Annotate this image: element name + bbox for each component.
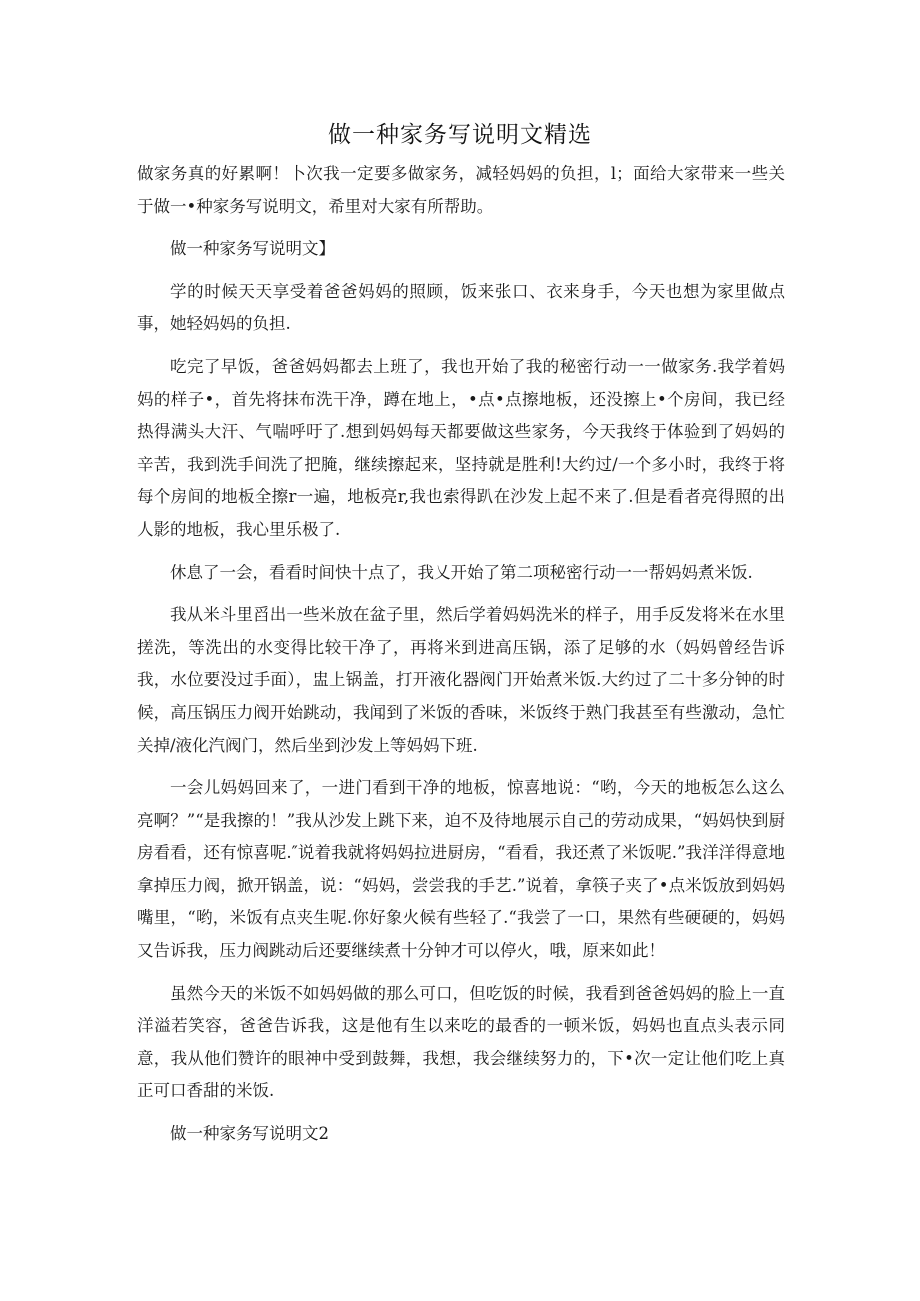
body-paragraph: 虽然今天的米饭不如妈妈做的那么可口，但吃饭的时候，我看到爸爸妈妈的脸上一直洋溢若笑容，爸爸告诉我，这是他有生以来吃的最香的一顿米饭，妈妈也直点头表示同意，我从他们赞许的眼神中受到鼓舞，我想，我会继续努力的，下•次一定让他们吃上真正可口香甜的米饭. bbox=[137, 983, 785, 1101]
document-title: 做一种家务写说明文精选 bbox=[328, 122, 592, 148]
body-paragraph: 休息了一会，看看时间快十点了，我乂开始了第二项秘密行动一一帮妈妈煮米饭. bbox=[170, 562, 753, 582]
section-heading-2: 做一种家务写说明文2 bbox=[170, 1124, 329, 1144]
body-paragraph: 吃完了早饭，爸爸妈妈都去上班了，我也开始了我的秘密行动一一做家务.我学着妈妈的样子•，首先将抹布洗干净，蹲在地上，•点•点擦地板，还没擦上•个房间，我已经热得满头大汗、气喘呼吁了.想到妈妈每天都要做这些家务，今天我终于体验到了妈妈的辛苦，我到洗手间洗了把腌，继续擦起来，坚持就是胜利!大约过/一个多小时，我终于将每个房间的地板全擦r一遍，地板亮r,我也索得趴在沙发上起不来了.但是看者亮得照的出人影的地板，我心里乐极了. bbox=[137, 356, 785, 539]
document-body bbox=[137, 158, 785, 1151]
body-paragraph: 我从米斗里舀出一些米放在盆子里，然后学着妈妈洗米的样子，用手反发将米在水里搓洗，等洗出的水变得比较干净了，再将米到进高压锅，添了足够的水（妈妈曾经告诉我，水位要没过手面），盅上锅盖，打开液化器阀门开始煮米饭.大约过了二十多分钟的时候，高压锅压力阀开始跳动，我闻到了米饭的香味，米饭终于熟门我甚至有些激动，急忙关掉/液化汽阀门，然后坐到沙发上等妈妈下班. bbox=[137, 605, 785, 755]
body-paragraph: 学的时候天天享受着爸爸妈妈的照顾，饭来张口、衣来身手，今天也想为家里做点事，她轻妈妈的负担. bbox=[137, 281, 785, 334]
body-paragraph: 一会儿妈妈回来了，一进门看到干净的地板，惊喜地说：“哟，今天的地板怎么这么亮啊？”“是我擦的！”我从沙发上跳下来，迫不及待地展示自己的劳动成果，“妈妈快到厨房看看，还有惊喜呢.″说着我就将妈妈拉进厨房，“看看，我还煮了米饭呢.”我洋洋得意地拿掉压力阀，掀开锅盖，说：“妈妈，尝尝我的手艺.”说着，拿筷子夹了•点米饭放到妈妈嘴里，“哟，米饭有点夹生呢.你好象火候有些轻了.“我尝了一口，果然有些硬硬的，妈妈又告诉我，压力阀跳动后还要继续煮十分钟才可以停火，哦，原来如此！ bbox=[137, 778, 785, 961]
section-heading-1: 做一种家务写说明文】 bbox=[170, 239, 335, 259]
intro-paragraph: 做家务真的好累啊！卜次我一定要多做家务，减轻妈妈的负担，l；面给大家带来一些关于做一•种家务写说明文，希里对大家有所帮助。 bbox=[137, 164, 785, 216]
